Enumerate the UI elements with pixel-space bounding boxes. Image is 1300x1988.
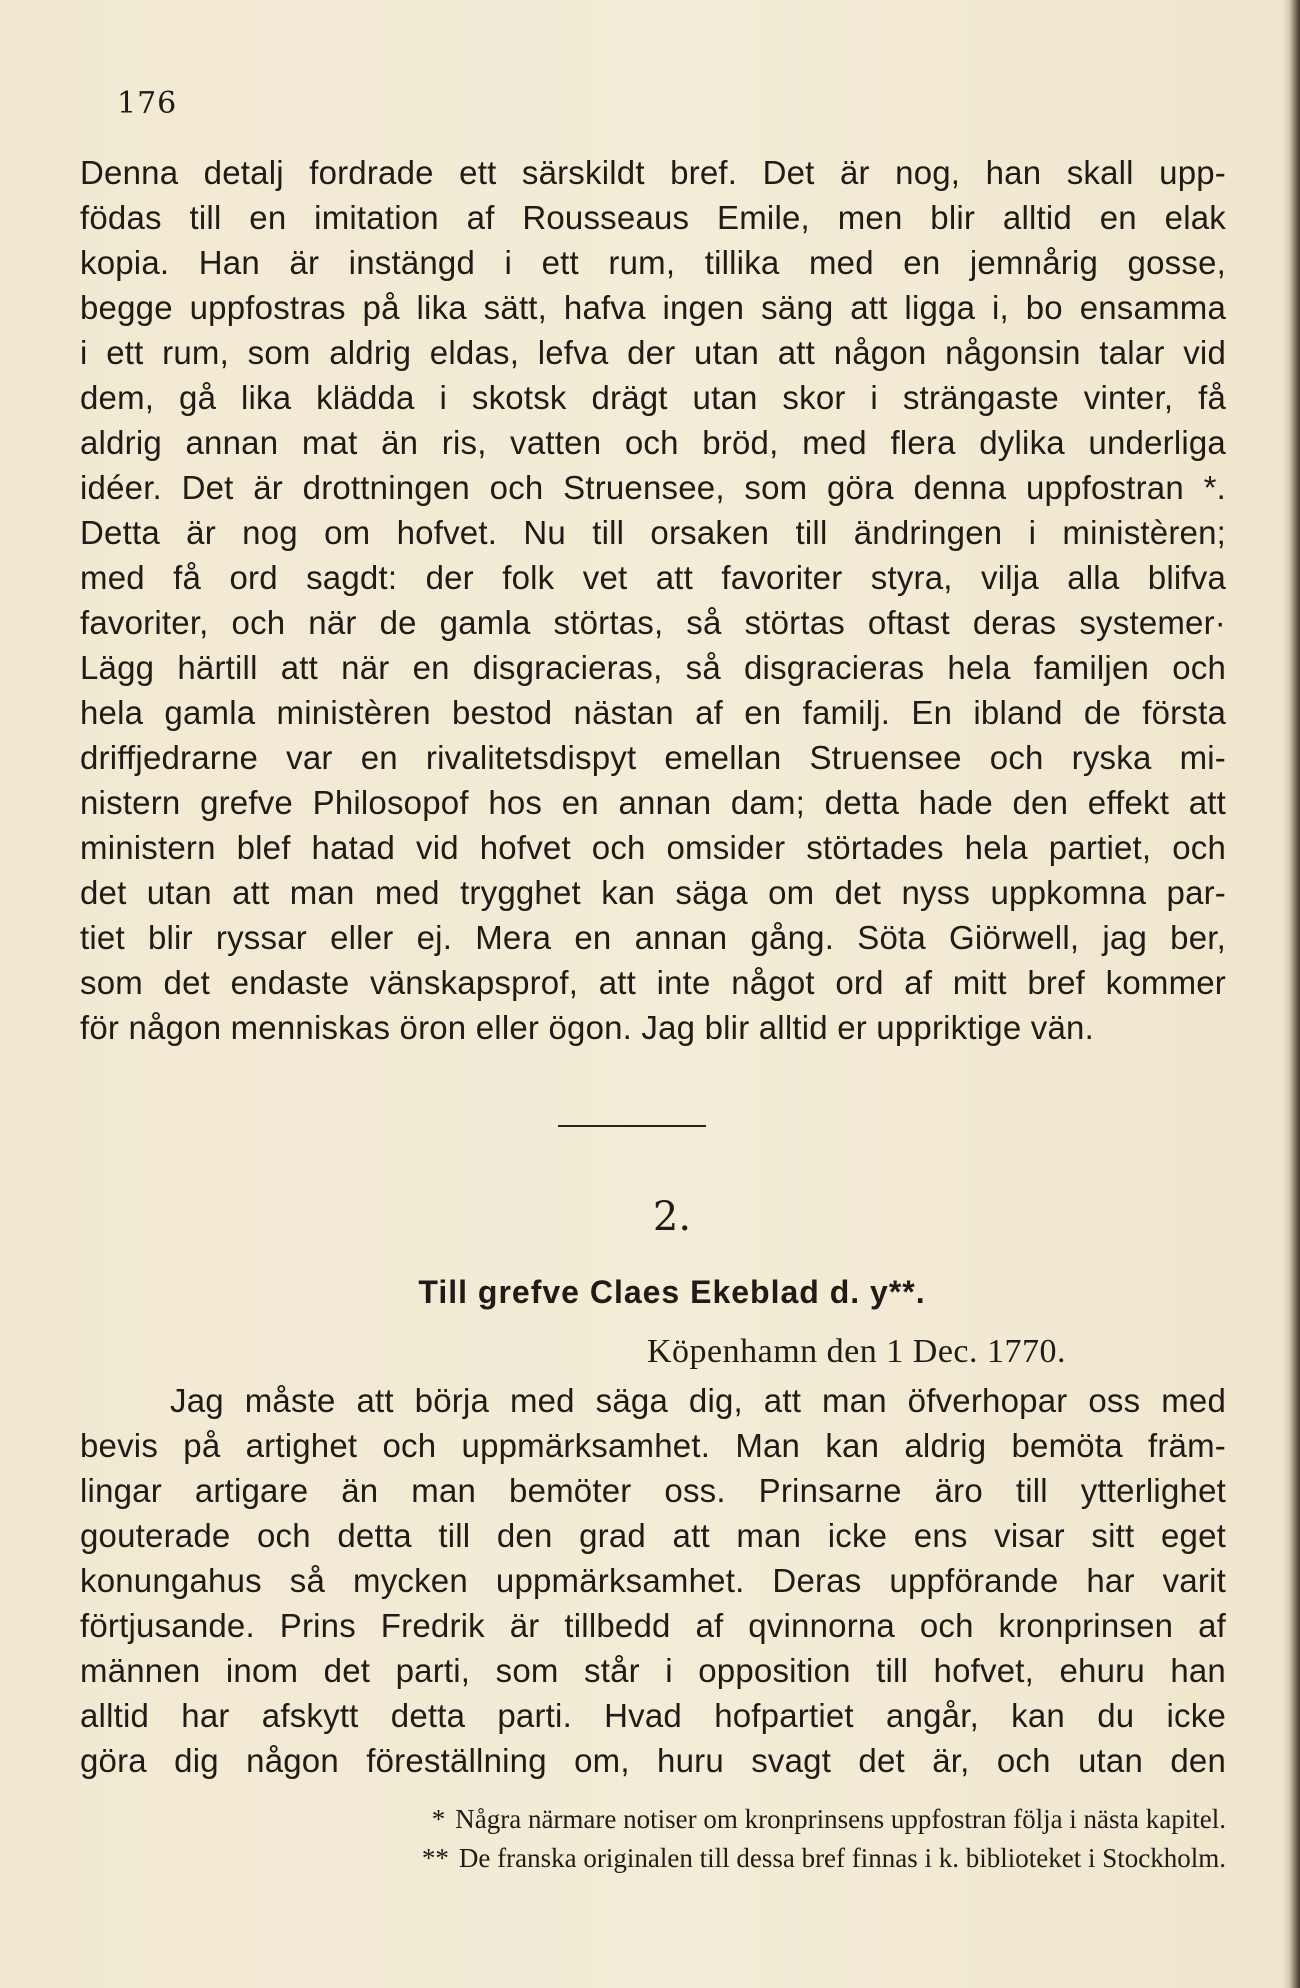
text-line: begge uppfostras på lika sätt, hafva ingen säng att ligga i, bo ensamma: [80, 289, 1226, 326]
text-line: göra dig någon föreställning om, huru svagt det är, och utan den: [80, 1742, 1226, 1779]
letter-heading: Till grefve Claes Ekeblad d. y**.: [418, 1274, 926, 1310]
text-line: Lägg härtill att när en disgracieras, så disgracieras hela familjen och: [80, 649, 1226, 686]
text-line: som det endaste vänskapsprof, att inte något ord af mitt bref kommer: [80, 964, 1226, 1001]
text-line: födas till en imitation af Rousseaus Emile, men blir alltid en elak: [80, 199, 1226, 236]
footnote: [80, 1800, 1226, 1839]
text-line: för någon menniskas öron eller ögon. Jag blir alltid er uppriktige vän.: [80, 1009, 1094, 1046]
text-line: gouterade och detta till den grad att man icke ens visar sitt eget: [80, 1517, 1226, 1554]
text-line: lingar artigare än man bemöter oss. Prinsarne äro till ytterlighet: [80, 1472, 1226, 1509]
text-line: konungahus så mycken uppmärksamhet. Deras uppförande har varit: [80, 1562, 1226, 1599]
text-line: driffjedrarne var en rivalitetsdispyt emellan Struensee och ryska mi-: [80, 739, 1226, 776]
text-line: idéer. Det är drottningen och Struensee, som göra denna uppfostran *.: [80, 469, 1226, 506]
text-line: männen inom det parti, som står i opposition till hofvet, ehuru han: [80, 1652, 1226, 1689]
text-line: alltid har afskytt detta parti. Hvad hofpartiet angår, kan du icke: [80, 1697, 1226, 1734]
letter-1-body: [80, 150, 1226, 1050]
text-line: förtjusande. Prins Fredrik är tillbedd af qvinnorna och kronprinsen af: [80, 1607, 1226, 1644]
text-line: Detta är nog om hofvet. Nu till orsaken till ändringen i ministèren;: [80, 514, 1226, 551]
letter-dateline: Köpenhamn den 1 Dec. 1770.: [647, 1333, 1067, 1370]
footnote-mark: *: [431, 1804, 446, 1834]
letter-number: 2.: [652, 1194, 692, 1240]
footnotes: [80, 1800, 1226, 1878]
text-line: bevis på artighet och uppmärksamhet. Man kan aldrig bemöta främ-: [80, 1427, 1226, 1464]
text-line: i ett rum, som aldrig eldas, lefva der utan att någon någonsin talar vid: [80, 334, 1226, 371]
text-line: det utan att man med trygghet kan säga om det nyss uppkomna par-: [80, 874, 1226, 911]
section-divider: [558, 1125, 706, 1127]
text-line: dem, gå lika klädda i skotsk drägt utan skor i strängaste vinter, få: [80, 379, 1226, 416]
footnote-mark: **: [421, 1843, 449, 1873]
text-line: Jag måste att börja med säga dig, att man öfverhopar oss med: [170, 1382, 1226, 1419]
text-line: aldrig annan mat än ris, vatten och bröd, med flera dylika underliga: [80, 424, 1226, 461]
text-line: nistern grefve Philosopof hos en annan dam; detta hade den effekt att: [80, 784, 1226, 821]
letter-2-body: [80, 1378, 1226, 1783]
text-line: kopia. Han är instängd i ett rum, tillika med en jemnårig gosse,: [80, 244, 1226, 281]
footnote-text: Några närmare notiser om kronprinsens uppfostran följa i nästa kapitel.: [455, 1804, 1226, 1834]
footnote-text: De franska originalen till dessa bref finnas i k. biblioteket i Stockholm.: [458, 1843, 1226, 1873]
footnote: [80, 1839, 1226, 1878]
page-number: 176: [117, 86, 178, 121]
text-line: med få ord sagdt: der folk vet att favoriter styra, vilja alla blifva: [80, 559, 1226, 596]
text-line: tiet blir ryssar eller ej. Mera en annan gång. Söta Giörwell, jag ber,: [80, 919, 1226, 956]
text-line: Denna detalj fordrade ett särskildt bref. Det är nog, han skall upp-: [80, 154, 1226, 191]
text-line: hela gamla ministèren bestod nästan af en familj. En ibland de första: [80, 694, 1226, 731]
text-line: ministern blef hatad vid hofvet och omsider störtades hela partiet, och: [80, 829, 1226, 866]
text-line: favoriter, och när de gamla störtas, så störtas oftast deras systemer·: [80, 604, 1226, 641]
page-edge-shadow: [1282, 0, 1300, 1988]
